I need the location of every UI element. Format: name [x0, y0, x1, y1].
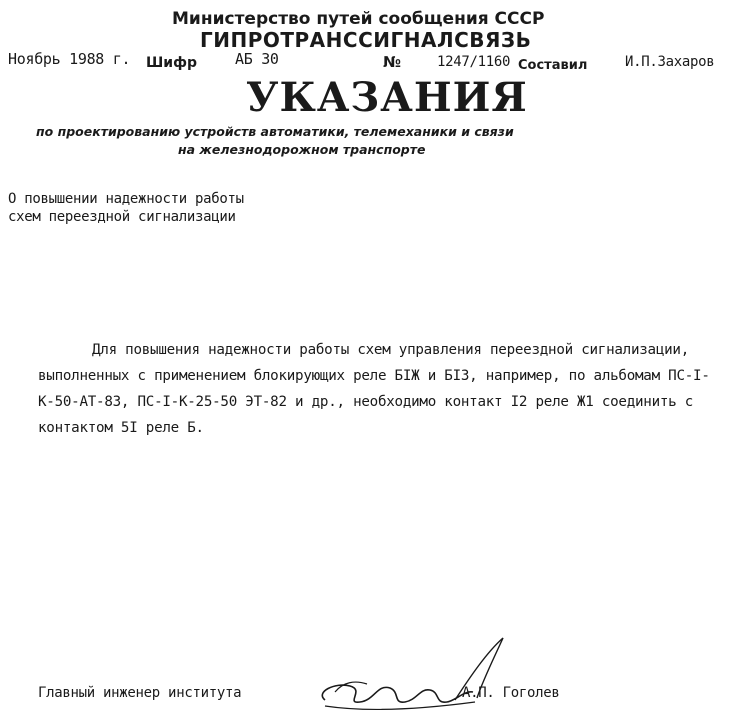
handwritten-signature	[305, 632, 525, 726]
institute-name: ГИПРОТРАНССИГНАЛСВЯЗЬ	[200, 28, 532, 52]
signatory-position: Главный инженер института	[38, 685, 242, 701]
document-number: 1247/1160	[437, 54, 511, 70]
subtitle-line-1: по проектированию устройств автоматики, телемеханики и связи	[36, 124, 514, 139]
ministry-line: Министерство путей сообщения СССР	[172, 9, 545, 29]
document-title: УКАЗАНИЯ	[246, 74, 528, 121]
subject-line-2: схем переездной сигнализации	[8, 209, 236, 225]
signatory-name: А.П. Гоголев	[462, 685, 560, 701]
issue-date: Ноябрь 1988 г.	[8, 50, 131, 68]
number-label: №	[383, 53, 402, 71]
cipher-label: Шифр	[146, 55, 198, 71]
subtitle-line-2: на железнодорожном транспорте	[178, 142, 426, 157]
subject-line-1: О повышении надежности работы	[8, 191, 244, 207]
compiled-label: Составил	[518, 58, 588, 73]
compiled-by: И.П.Захаров	[625, 54, 715, 70]
body-text: Для повышения надежности работы схем управления переездной сигнализации, выполненных с применением блокирующих реле БIЖ и БIЗ, например, по альбомам ПС-I-К-50-АТ-83, ПС-I-К-25-50 ЭТ-82 и др., необходимо контакт I2 реле Ж1 соединить с контактом 5I реле Б.	[38, 342, 710, 436]
cipher-value: АБ 30	[235, 50, 279, 68]
body-paragraph	[38, 337, 738, 441]
